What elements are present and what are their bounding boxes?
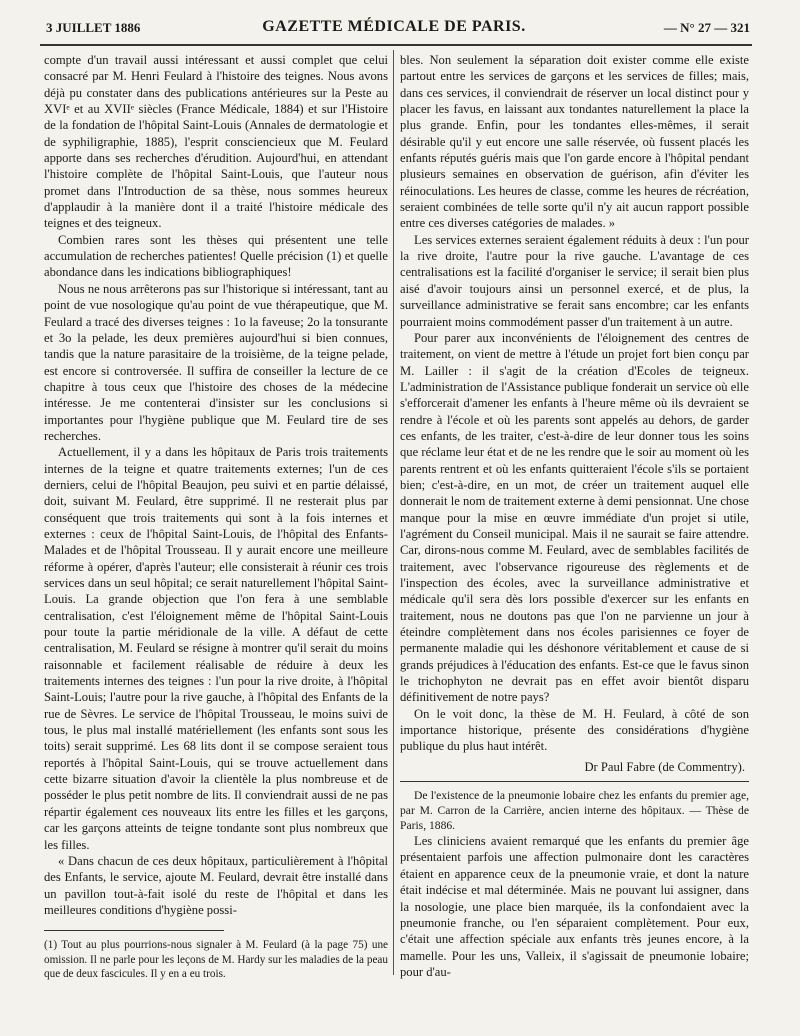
header-issue-page: — N° 27 — 321 <box>663 20 750 35</box>
paragraph: On le voit donc, la thèse de M. H. Feulard, à côté de son importance historique, présente des considérations d'hygiène publique du plus haut intérêt. <box>400 706 749 754</box>
footnote: (1) Tout au plus pourrions-nous signaler à M. Feulard (à la page 75) une omission. Il ne parle pour les leçons de M. Hardy sur les maladies de la peau que de deux fascicules. Il y en a eu trois. <box>44 939 388 981</box>
footnote-rule <box>44 930 224 931</box>
right-column <box>400 52 749 980</box>
paragraph: bles. Non seulement la séparation doit exister comme elle existe partout entre les services de garçons et les services de filles; mais, dans ces services, il conviendrait de réserver un local distinct pour y placer les favus, en laissant aux tondantes naturellement la place la plus grande. Enfin, pour les tondantes elles-mêmes, il serait désirable qu'il y eut encore une salle réservée, où fussent placés les enfants réputés guéris mais que l'on garde encore à l'hôpital pendant plusieurs semaines en observation de guérison, afin d'éviter les réinoculations. Les heures de classe, comme les heures de récréation, seraient combinées de telle sorte qu'il n'y ait aucun rapport possible entre ces diverses catégories de malades. » <box>400 53 749 231</box>
journal-title: GAZETTE MÉDICALE DE PARIS. <box>262 18 526 35</box>
page-header <box>38 18 750 40</box>
header-rule <box>40 44 752 46</box>
paragraph: Les services externes seraient également réduits à deux : l'un pour la rive droite, l'autre pour la rive gauche. L'avantage de ces centralisations est la facilité d'organiser le service; il serait bien plus aisé d'avoir toujours ainsi un personnel exercé, et de plus, la surveillance administrative se ferait sans encombre; car les enfants pourraient moins commodément passer d'un traitement à un autre. <box>400 232 749 329</box>
left-column <box>44 52 388 918</box>
signature: Dr Paul Fabre (de Commentry). <box>584 759 745 774</box>
column-divider <box>393 50 394 975</box>
paragraph: « Dans chacun de ces deux hôpitaux, particulièrement à l'hôpital des Enfants, le service, ajoute M. Feulard, devrait être installé dans un pavillon tout-à-fait isolé du reste de l'hôpital et dans les meilleures conditions d'hygiène possi- <box>44 853 388 917</box>
article-title: De l'existence de la pneumonie lobaire chez les enfants du premier age, par M. Carron de la Carrière, ancien interne des hôpitaux. — Thèse de Paris, 1886. <box>400 789 749 833</box>
article-separator <box>400 781 749 782</box>
paragraph: Nous ne nous arrêterons pas sur l'historique si intéressant, tant au point de vue nosologique qu'au point de vue thérapeutique, que M. Feulard a tracé des diverses teignes : 1o la faveuse; 2o la tonsurante et 3o la pelade, les deux premières aujourd'hui si bien connues, tandis que la nature parasitaire de la troisième, de la teigne pelade, est encore si controversée. Il suffira de conseiller la lecture de ce chapitre à tous ceux que l'histoire des choses de la médecine intéresse. Je me contenterai d'insister sur les conclusions si importantes pour l'hygiène publique que M. Feulard tire de ses recherches. <box>44 281 388 443</box>
paragraph: Pour parer aux inconvénients de l'éloignement des centres de traitement, on vient de mettre à l'étude un projet fort bien conçu par M. Lailler : il s'agit de la création d'Ecoles de teigneux. L'administration de l'Assistance publique fonderait un service où elle s'efforcerait d'amener les enfants à l'heure même où ils devraient se rendre à l'école et où les parents sont appelés au dehors, de garder ces enfants, de les traiter, c'est-à-dire de leur donner tous les soins que réclame leur état et de ne les rendre que le soir au moment où les parents rentrent et où les enfants quitteraient l'école s'ils se portaient bien; c'est-à-dire, en un mot, de créer un traitement auquel elle donnerait le nom de traitement externe à demi pensionnat. Une chose manque pour la mise en œuvre immédiate d'un projet si utile, l'agrément du Conseil municipal. Mais il ne saurait se faire attendre. Car, dirons-nous comme M. Feulard, avec de semblables facilités de traitement, avec l'observance rigoureuse des règlements et de l'inspection des écoles, avec la surveillance administrative et médicale qu'il sera dès lors possible d'exercer sur les enfants en traitement, nous ne doutons pas que l'on ne parvienne un jour à éteindre complètement dans nos écoles parisiennes ce foyer de permanente maladie qui les déshonore véritablement et cause de si grands préjudices à l'éducation des enfants. Est-ce que le favus sinon le trichophyton ne devrait pas en effet avoir bientôt disparu définitivement de notre pays? <box>400 330 749 705</box>
paragraph: compte d'un travail aussi intéressant et aussi complet que celui consacré par M. Henri Feulard à l'histoire des teignes. Nous avons déjà pu constater dans des publications antérieures sur la Peste au XVIᵉ et au XVIIᵉ siècles (France Médicale, 1884) et sur l'Histoire de la fondation de l'hôpital Saint-Louis (Annales de dermatologie et de syphiligraphie, 1885), l'esprit consciencieux que M. Feulard apporte dans ses recherches d'érudition. Aujourd'hui, en attendant l'histoire complète de l'hôpital Saint-Louis, que l'auteur nous promet dans l'Introduction de sa thèse, nous sommes heureux d'applaudir à la manière dont il a traité l'histoire médicale des teignes et des teigneux. <box>44 53 388 231</box>
paragraph: Actuellement, il y a dans les hôpitaux de Paris trois traitements internes de la teigne et quatre traitements externes; l'un de ces derniers, celui de l'hôpital Beaujon, peu suivi et en partie délaissé, doit, suivant M. Feulard, être supprimé. Il ne resterait plus par conséquent que trois traitements qui sont à la fois internes et externes : ceux de l'hôpital Saint-Louis, de l'hôpital des Enfants-Malades et de l'hôpital Trousseau. Il y aurait encore une meilleure réforme à opérer, d'après l'auteur; elle consisterait à réunir ces trois services dans un seul hôpital; ce serait naturellement l'hôpital Saint-Louis. La grande objection que l'on fera à une semblable centralisation, c'est l'éloignement même de l'hôpital Saint-Louis pour toute la partie méridionale de la ville. A défaut de cette centralisation, M. Feulard se résigne à montrer qu'il serait du moins raisonnable et facilement réalisable de réduire à deux les traitements internes des teignes : l'un pour la rive droite, à l'hôpital Saint-Louis; l'autre pour la rive gauche, à l'hôpital des Enfants de la rue de Sèvres. Le service de l'hôpital Trousseau, le moins suivi de tous, le plus mal installé matériellement (les enfants sont sous les toits) serait supprimé. Les 68 lits dont il se compose seraient tous reportés à l'hôpital Saint-Louis, qui se trouve actuellement dans cette bizarre situation d'avoir la clientèle la plus nombreuse et de posséder le plus petit nombre de lits. Il conviendrait aussi de ne pas répartir également ces nouveaux lits entre les filles et les garçons, car les garçons atteints de teigne tondante sont plus nombreux que les filles. <box>44 445 388 852</box>
paragraph: Combien rares sont les thèses qui présentent une telle accumulation de recherches patientes! Quelle précision (1) et quelle abondance dans les indications bibliographiques! <box>44 232 388 280</box>
paragraph: Les cliniciens avaient remarqué que les enfants du premier âge présentaient parfois une affection pulmonaire dont les caractères étaient en apparence ceux de la pneumonie vraie, et dont la nature était indécise et mal déterminée. Mais ne pouvant lui assigner, dans la nosologie, une place bien marquée, ils la confondaient avec la pneumonie franche, ou l'en séparaient complètement. Pour eux, c'était une affection spéciale aux enfants très jeunes encore, à la mamelle. Pour les uns, Valleix, il s'agissait de pneumonie lobaire; pour d'au- <box>400 834 749 979</box>
header-date: 3 JUILLET 1886 <box>46 20 141 35</box>
